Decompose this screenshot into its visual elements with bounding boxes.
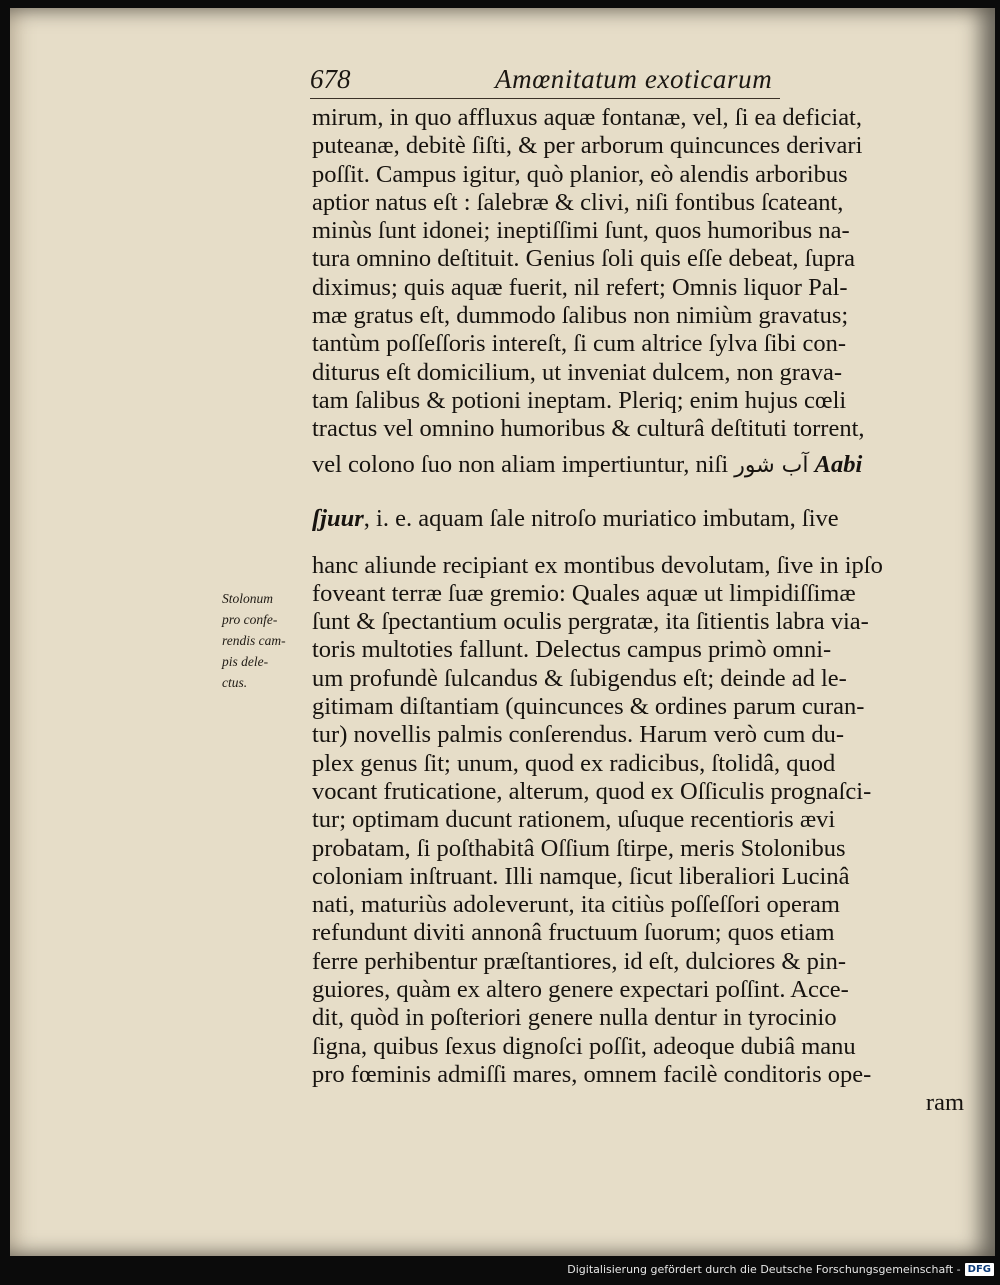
text-line: diturus eſt domicilium, ut inveniat dulcem, non grava- <box>312 358 843 386</box>
marginal-note-line: ctus. <box>222 675 248 690</box>
text-line: tura omnino deſtituit. Genius ſoli quis eſſe debeat, ſupra <box>312 245 855 273</box>
text-line: ferre perhibentur præſtantiores, id eſt, dulciores & pin- <box>312 947 847 975</box>
page-number: 678 <box>310 64 351 94</box>
text-fragment: , i. e. aquam ſale nitroſo muriatico imbutam, ſive <box>363 504 839 532</box>
marginal-note <box>222 588 312 693</box>
text-line-arabic <box>312 444 964 498</box>
catchword: ram <box>925 1089 964 1117</box>
text-line <box>312 498 964 552</box>
dfg-logo: DFG <box>965 1263 994 1276</box>
text-line: vocant fruticatione, alterum, quod ex Oſſiculis prognaſci- <box>312 777 872 805</box>
text-line: probatam, ſi poſthabitâ Oſſium ſtirpe, meris Stolonibus <box>312 834 846 862</box>
text-line: minùs ſunt idonei; ineptiſſimi ſunt, quos humoribus na- <box>312 217 850 245</box>
text-line: tantùm poſſeſſoris intereſt, ſi cum altrice ſylva ſibi con- <box>312 330 847 358</box>
text-line: tur) novellis palmis conſerendus. Harum verò cum du- <box>312 721 845 749</box>
transliteration: ſjuur <box>312 504 364 532</box>
text-line: guiores, quàm ex altero genere expectari poſſint. Acce- <box>312 976 849 1004</box>
marginal-note-line: Stolonum <box>222 591 274 606</box>
text-line: mæ gratus eſt, dummodo ſalibus non nimiùm gravatus; <box>312 302 849 330</box>
text-line: gitimam diſtantiam (quincunces & ordines parum curan- <box>312 693 865 721</box>
marginal-note-line: rendis cam- <box>222 633 286 648</box>
text-line: ſigna, quibus ſexus dignoſci poſſit, adeoque dubiâ manu <box>312 1032 856 1060</box>
text-line: aptior natus eſt : ſalebræ & clivi, niſi fontibus ſcateant, <box>312 188 844 216</box>
marginal-note-line: pis dele- <box>222 654 269 669</box>
text-line: um profundè ſulcandus & ſubigendus eſt; deinde ad le- <box>312 664 847 692</box>
text-line: toris multoties fallunt. Delectus campus primò omni- <box>312 636 832 664</box>
text-line: dit, quòd in poſteriori genere nulla dentur in tyrocinio <box>312 1004 837 1032</box>
running-header <box>310 62 780 100</box>
text-line: diximus; quis aquæ fuerit, nil refert; Omnis liquor Pal- <box>312 273 848 301</box>
text-line: nati, maturiùs adoleverunt, ita citiùs poſſeſſori operam <box>312 891 840 919</box>
text-line: foveant terræ ſuæ gremio: Quales aquæ ut limpidiſſimæ <box>312 579 856 607</box>
transliteration: Aabi <box>814 450 863 478</box>
text-line: mirum, in quo affluxus aquæ fontanæ, vel, ſi ea deficiat, <box>312 104 862 131</box>
text-line: hanc aliunde recipiant ex montibus devolutam, ſive in ipſo <box>312 551 883 579</box>
text-line: tur; optimam ducunt rationem, uſuque recentioris ævi <box>312 806 836 834</box>
text-line: puteanæ, debitè ſiſti, & per arborum quincunces derivari <box>312 132 863 160</box>
text-fragment: vel colono ſuo non aliam impertiuntur, niſi <box>312 450 729 478</box>
footer-text: Digitalisierung gefördert durch die Deutsche Forschungsgemeinschaft - <box>567 1262 961 1276</box>
text-line: pro fœminis admiſſi mares, omnem facilè conditoris ope- <box>312 1060 872 1088</box>
text-line: tractus vel omnino humoribus & culturâ deſtituti torrent, <box>312 415 865 443</box>
body-text <box>312 104 964 1118</box>
arabic-word: آب شور <box>734 452 809 478</box>
text-line: ſunt & ſpectantium oculis pergratæ, ita ſitientis labra via- <box>312 608 869 636</box>
digitization-footer <box>567 1261 994 1277</box>
running-title: Amœnitatum exoticarum <box>495 64 773 94</box>
text-line: coloniam inſtruant. Illi namque, ſicut liberaliori Lucinâ <box>312 862 850 890</box>
text-line: refundunt diviti annonâ fructuum ſuorum; quos etiam <box>312 919 835 947</box>
text-line: tam ſalibus & potioni ineptam. Pleriq; enim hujus cœli <box>312 386 847 414</box>
text-line: plex genus ſit; unum, quod ex radicibus, ſtolidâ, quod <box>312 749 836 777</box>
marginal-note-line: pro confe- <box>222 612 278 627</box>
text-line: poſſit. Campus igitur, quò planior, eò alendis arboribus <box>312 160 848 188</box>
header-rule <box>310 98 780 99</box>
